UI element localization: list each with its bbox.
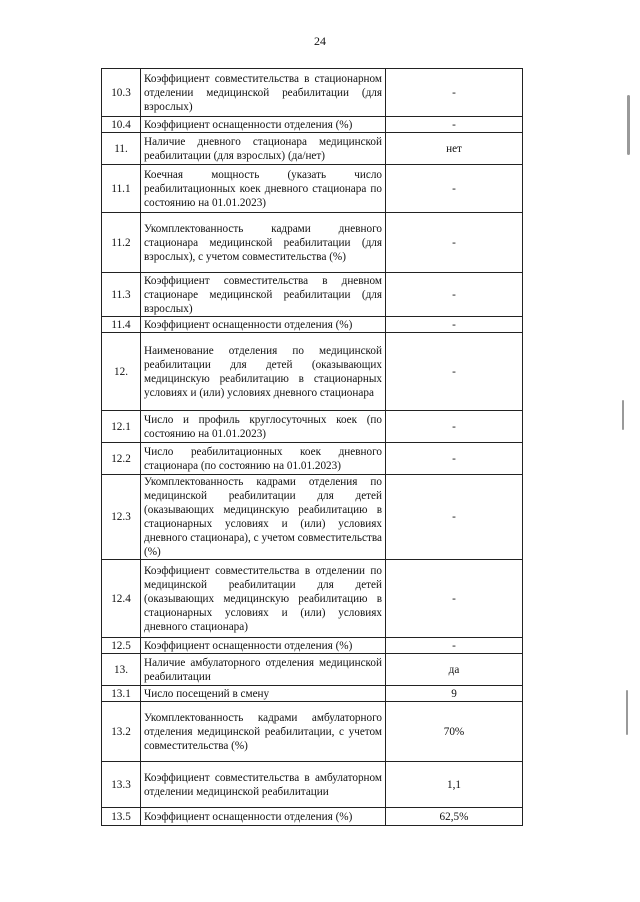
row-number: 11.3 xyxy=(102,273,141,317)
row-value: - xyxy=(386,117,523,133)
row-description: Наличие амбулаторного отделения медицинской реабилитации xyxy=(141,654,386,686)
row-description: Коэффициент совместительства в дневном стационаре медицинской реабилитации (для взрослых) xyxy=(141,273,386,317)
table-row xyxy=(102,117,523,133)
row-description: Число посещений в смену xyxy=(141,686,386,702)
row-value: - xyxy=(386,69,523,117)
row-description: Укомплектованность кадрами дневного стационара медицинской реабилитации (для взрослых), с учетом совместительства (%) xyxy=(141,213,386,273)
row-value: - xyxy=(386,443,523,475)
row-number: 10.4 xyxy=(102,117,141,133)
table-row xyxy=(102,213,523,273)
row-value: нет xyxy=(386,133,523,165)
row-number: 11.4 xyxy=(102,317,141,333)
table-row xyxy=(102,638,523,654)
row-value: - xyxy=(386,560,523,638)
table-row xyxy=(102,702,523,762)
row-description: Коэффициент оснащенности отделения (%) xyxy=(141,117,386,133)
table-row xyxy=(102,560,523,638)
row-value: - xyxy=(386,213,523,273)
table-row xyxy=(102,654,523,686)
row-description: Число и профиль круглосуточных коек (по состоянию на 01.01.2023) xyxy=(141,411,386,443)
row-number: 12. xyxy=(102,333,141,411)
row-description: Коэффициент оснащенности отделения (%) xyxy=(141,638,386,654)
row-number: 13.1 xyxy=(102,686,141,702)
table-row xyxy=(102,165,523,213)
row-number: 12.5 xyxy=(102,638,141,654)
row-number: 13.3 xyxy=(102,762,141,808)
row-value: - xyxy=(386,273,523,317)
row-number: 10.3 xyxy=(102,69,141,117)
row-number: 12.3 xyxy=(102,475,141,560)
table-row xyxy=(102,443,523,475)
table-row xyxy=(102,686,523,702)
report-table xyxy=(101,68,523,826)
row-value: - xyxy=(386,165,523,213)
table-row xyxy=(102,808,523,826)
table-row xyxy=(102,475,523,560)
row-value: 62,5% xyxy=(386,808,523,826)
row-description: Коэффициент совместительства в отделении по медицинской реабилитации для детей (оказывающих медицинскую реабилитацию в стационарных условиях и (или) условиях дневного стационара) xyxy=(141,560,386,638)
row-description: Укомплектованность кадрами амбулаторного отделения медицинской реабилитации, с учетом совместительства (%) xyxy=(141,702,386,762)
row-description: Коэффициент оснащенности отделения (%) xyxy=(141,808,386,826)
row-description: Число реабилитационных коек дневного стационара (по состоянию на 01.01.2023) xyxy=(141,443,386,475)
row-value: да xyxy=(386,654,523,686)
table-row xyxy=(102,273,523,317)
row-value: - xyxy=(386,638,523,654)
table-row xyxy=(102,69,523,117)
row-value: - xyxy=(386,475,523,560)
row-value: - xyxy=(386,411,523,443)
row-description: Укомплектованность кадрами отделения по медицинской реабилитации для детей (оказывающих медицинскую реабилитацию в стационарных условиях и (или) условиях дневного стационара), с учетом совместительства (%) xyxy=(141,475,386,560)
row-number: 13.2 xyxy=(102,702,141,762)
scan-margin-mark xyxy=(622,400,624,430)
table-row xyxy=(102,762,523,808)
row-number: 12.1 xyxy=(102,411,141,443)
row-number: 13.5 xyxy=(102,808,141,826)
page-number: 24 xyxy=(314,34,326,48)
row-number: 13. xyxy=(102,654,141,686)
row-value: - xyxy=(386,317,523,333)
table-row xyxy=(102,133,523,165)
row-value: 9 xyxy=(386,686,523,702)
row-description: Коэффициент совместительства в стационарном отделении медицинской реабилитации (для взрослых) xyxy=(141,69,386,117)
row-value: - xyxy=(386,333,523,411)
row-number: 11.1 xyxy=(102,165,141,213)
row-number: 11. xyxy=(102,133,141,165)
scan-margin-mark xyxy=(627,95,630,155)
scan-margin-mark xyxy=(626,690,628,735)
row-value: 70% xyxy=(386,702,523,762)
row-description: Коэффициент оснащенности отделения (%) xyxy=(141,317,386,333)
row-description: Наименование отделения по медицинской реабилитации для детей (оказывающих медицинскую реабилитацию в стационарных условиях и (или) условиях дневного стационара xyxy=(141,333,386,411)
table-row xyxy=(102,333,523,411)
row-description: Коэффициент совместительства в амбулаторном отделении медицинской реабилитации xyxy=(141,762,386,808)
table-row xyxy=(102,411,523,443)
row-description: Наличие дневного стационара медицинской реабилитации (для взрослых) (да/нет) xyxy=(141,133,386,165)
row-description: Коечная мощность (указать число реабилитационных коек дневного стационара по состоянию на 01.01.2023) xyxy=(141,165,386,213)
row-value: 1,1 xyxy=(386,762,523,808)
row-number: 11.2 xyxy=(102,213,141,273)
row-number: 12.2 xyxy=(102,443,141,475)
table-row xyxy=(102,317,523,333)
row-number: 12.4 xyxy=(102,560,141,638)
